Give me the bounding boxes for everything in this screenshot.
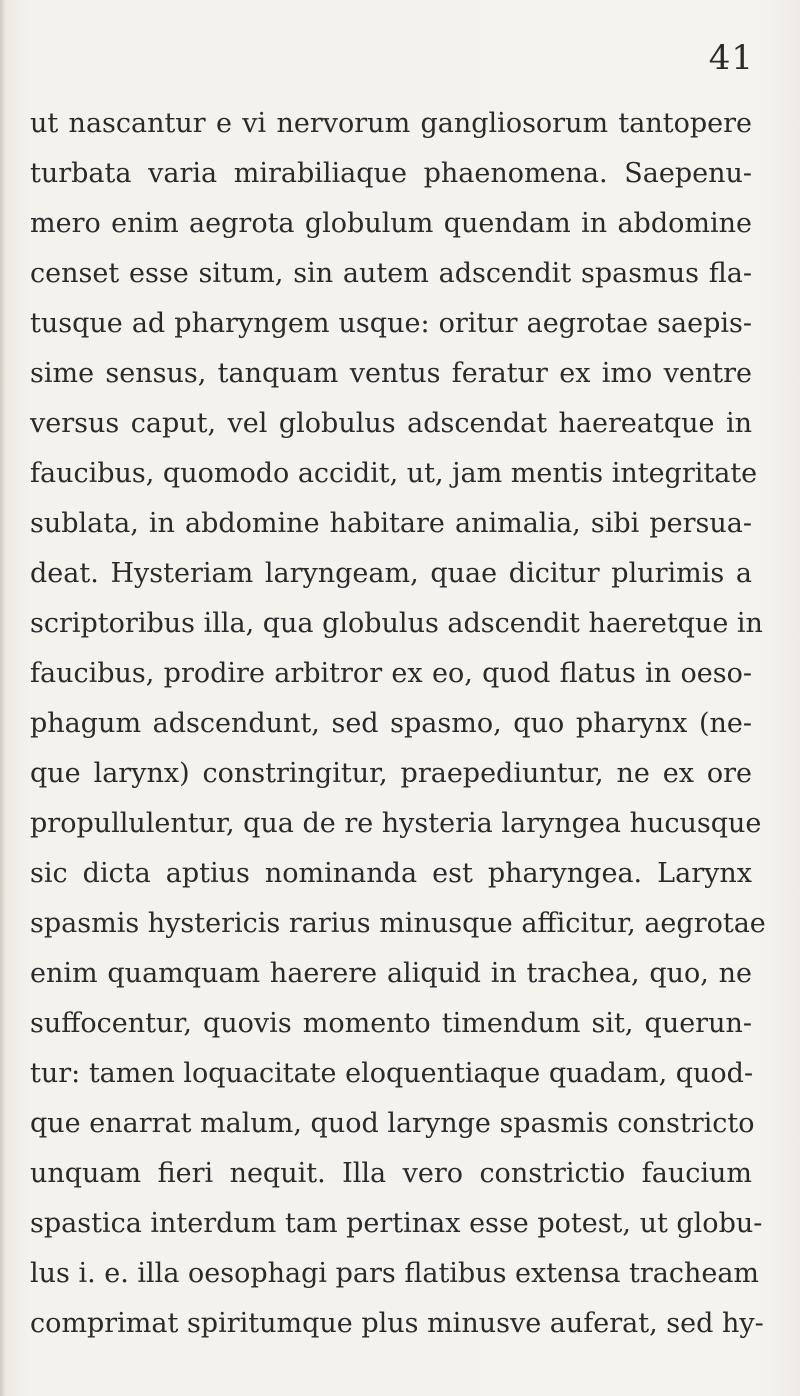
text-line: scriptoribus illa, qua globulus adscendit haeretque in: [30, 608, 763, 639]
text-line: sime sensus, tanquam ventus feratur ex imo ventre: [30, 358, 752, 389]
text-line: suffocentur, quovis momento timendum sit, querun-: [30, 1008, 752, 1039]
text-line: sic dicta aptius nominanda est pharyngea. Larynx: [30, 858, 752, 889]
text-line: versus caput, vel globulus adscendat haereatque in: [30, 408, 752, 439]
text-line: deat. Hysteriam laryngeam, quae dicitur plurimis a: [30, 558, 752, 589]
text-line: tur: tamen loquacitate eloquentiaque quadam, quod-: [30, 1058, 754, 1089]
text-line: faucibus, prodire arbitror ex eo, quod flatus in oeso-: [30, 658, 752, 689]
text-line: lus i. e. illa oesophagi pars flatibus extensa tracheam: [30, 1258, 760, 1289]
text-line: tusque ad pharyngem usque: oritur aegrotae saepis-: [30, 308, 752, 339]
text-line: propullulentur, qua de re hysteria laryngea hucusque: [30, 808, 762, 839]
text-line: spasmis hystericis rarius minusque afficitur, aegrotae: [30, 908, 766, 939]
text-line: comprimat spiritumque plus minusve auferat, sed hy-: [30, 1308, 764, 1339]
text-line: ut nascantur e vi nervorum gangliosorum tantopere: [30, 108, 752, 139]
page-number: 41: [708, 38, 754, 78]
text-line: sublata, in abdomine habitare animalia, sibi persua-: [30, 508, 752, 539]
text-line: enim quamquam haerere aliquid in trachea, quo, ne: [30, 958, 752, 989]
text-line: censet esse situm, sin autem adscendit spasmus fla-: [30, 258, 752, 289]
text-line: turbata varia mirabiliaque phaenomena. Saepenu-: [30, 158, 752, 189]
text-line: phagum adscendunt, sed spasmo, quo pharynx (ne-: [30, 708, 752, 739]
text-line: que larynx) constringitur, praepediuntur, ne ex ore: [30, 758, 752, 789]
page-binding-shadow: [0, 0, 6, 1396]
text-line: unquam fieri nequit. Illa vero constrictio faucium: [30, 1158, 752, 1189]
text-line: que enarrat malum, quod larynge spasmis constricto: [30, 1108, 755, 1139]
text-line: mero enim aegrota globulum quendam in abdomine: [30, 208, 752, 239]
text-line: faucibus, quomodo accidit, ut, jam mentis integritate: [30, 458, 758, 489]
text-line: spastica interdum tam pertinax esse potest, ut globu-: [30, 1208, 763, 1239]
